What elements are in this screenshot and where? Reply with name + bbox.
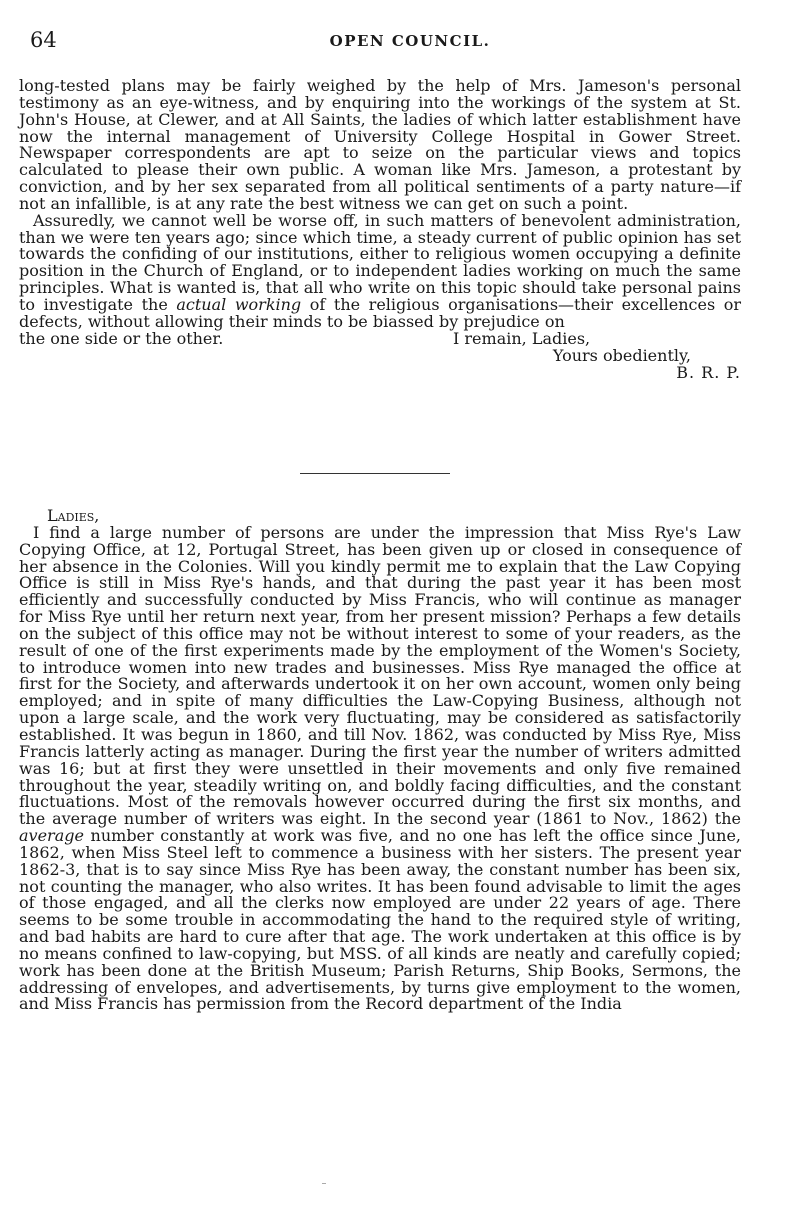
paragraph-2-text-b: of the religious organisations—their excellences or defects, without allowing their minds to be biassed by prejudice on xyxy=(19,294,742,331)
letter-second xyxy=(19,508,741,1013)
body-text-a: I find a large number of persons are under the impression that Miss Rye's Law Copying Office, at 12, Portugal Street, has been given up or closed in consequence of her absence in the Colonies. Will you kindly permit me to explain that the Law Copying Office is still in Miss Rye's hands, and that during the past year it has been most efficiently and successfully conducted by Miss Francis, who will continue as manager for Miss Rye until her return next year, from her present mission? Perhaps a few details on the subject of this office may not be without interest to some of your readers, as the result of one of the first experiments made by the employment of the Women's Society, to introduce women into new trades and businesses. Miss Rye managed the office at first for the Society, and afterwards undertook it on her own account, women only being employed; and in spite of many difficulties the Law-Copying Business, although not upon a large scale, and the work very fluctuating, may be considered as satisfactorily established. It was begun in 1860, and till Nov. 1862, was conducted by Miss Rye, Miss Francis latterly acting as manager. During the first year the number of writers admitted was 16; but at first they were unsettled in their movements and only five remained throughout the year, steadily writing on, and boldly facing difficulties, and the constant fluctuations. Most of the removals however occurred during the first six months, and the average number of writers was eight. In the second year (1861 to Nov., 1862) the xyxy=(19,522,741,829)
emphasis-average: average xyxy=(19,826,84,846)
salutation: Ladies, xyxy=(47,506,100,525)
closing-row xyxy=(19,328,741,348)
closing-remain: I remain, Ladies, xyxy=(453,328,591,348)
closing-line-left: the one side or the other. xyxy=(19,328,224,348)
page-number: 64 xyxy=(30,28,57,52)
page-header xyxy=(30,28,750,58)
print-speck xyxy=(322,1183,326,1184)
emphasis-actual-working: actual working xyxy=(176,294,302,314)
letter-first xyxy=(19,78,741,381)
body-text-b: number constantly at work was five, and no one has left the office since June, 1862, when Miss Steel left to commence a business with her sisters. The present year 1862-3, that is to say since Miss Rye has been away, the constant number has been six, not counting the manager, who also writes. It has been found advisable to limit the ages of those engaged, and all the clerks now employed are under 22 years of age. There seems to be some trouble in accommodating the hand to the required style of writing, and bad habits are hard to cure after that age. The work undertaken at this office is by no means confined to law-copying, but MSS. of all kinds are neatly and carefully copied; work has been done at the British Museum; Parish Returns, Ship Books, Sermons, the addressing of envelopes, and advertisements, by turns give employment to the women, and Miss Francis has permission from the Record department of the India xyxy=(19,826,741,1014)
running-title: OPEN COUNCIL. xyxy=(329,32,491,50)
letter-first-paragraph-2 xyxy=(19,210,742,331)
section-divider xyxy=(300,473,450,474)
signature: B. R. P. xyxy=(676,362,741,382)
paragraph-2-text-a: Assuredly, we cannot well be worse off, in such matters of benevolent administration, than we were ten years ago; since which time, a steady current of public opinion has set towards the confiding of our institutions, either to religious women occupying a definite position in the Church of England, or to independent ladies working on much the same principles. What is wanted is, that all who write on this topic should take personal pains to investigate the xyxy=(19,210,741,314)
signoff: Yours obediently, xyxy=(552,345,691,365)
letter-second-body xyxy=(19,522,741,1014)
letter-first-paragraph-1: long-tested plans may be fairly weighed by the help of Mrs. Jameson's personal testimony as an eye-witness, and by enquiring into the workings of the system at St. John's House, at Clewer, and at All Saints, the ladies of which latter establishment have now the internal management of University College Hospital in Gower Street. Newspaper correspondents are apt to seize on the particular views and topics calculated to please their own public. A woman like Mrs. Jameson, a protestant by conviction, and by her sex separated from all political sentiments of a party nature—if not an infallible, is at any rate the best witness we can get on such a point. xyxy=(19,76,741,213)
